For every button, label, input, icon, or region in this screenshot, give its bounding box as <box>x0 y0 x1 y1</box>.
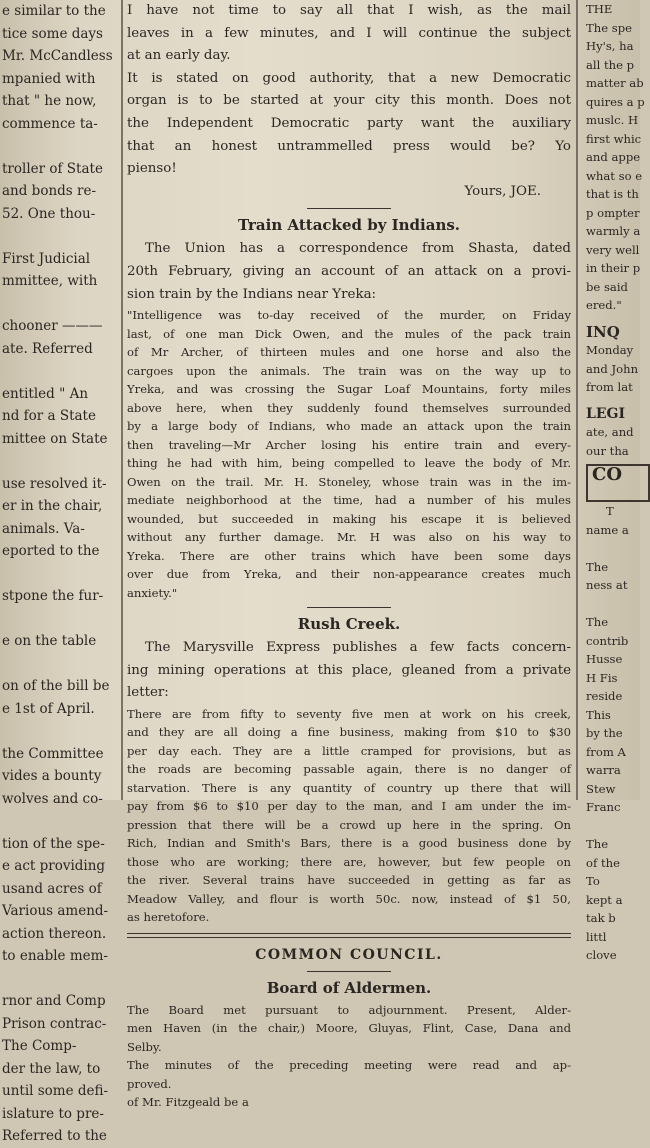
left-text-line: chooner ——— <box>2 318 103 334</box>
left-text-line: tion of the spe- <box>2 835 105 852</box>
section-divider <box>127 933 571 938</box>
right-text-line: Monday <box>586 343 634 357</box>
left-text-line: until some defi- <box>2 1083 109 1099</box>
quote-line: Meadow Valley, and flour is worth 50c. now, instead of $1 50, <box>127 891 571 906</box>
right-text-line: quires a p <box>586 94 645 109</box>
left-text-line: on of the bill be <box>2 678 110 694</box>
middle-column <box>127 0 571 1110</box>
right-heading-legi: LEGI <box>586 405 626 422</box>
section-subheading-board: Board of Aldermen. <box>266 978 432 997</box>
intro-line: at an early day. <box>127 48 231 64</box>
left-text-line: e similar to the <box>2 3 106 19</box>
right-text-line: reside <box>586 689 623 703</box>
left-text-line: Mr. McCandless <box>2 48 113 64</box>
quote-line: the river. Several trains have succeeded in getting as far as <box>127 873 571 888</box>
quote-line: last, of one man Dick Owen, and the mules of the pack train <box>127 326 571 341</box>
right-text-line: Franc <box>586 800 621 814</box>
quote-line: over due from Yreka, and their non-appearance creates much <box>127 567 571 582</box>
right-text-line: This <box>586 707 611 722</box>
left-text-line: eported to the <box>2 543 100 559</box>
intro-line: pienso! <box>127 161 177 177</box>
left-text-line: action thereon. <box>2 925 107 942</box>
intro-line: leaves in a few minutes, and I will continue the subject <box>127 25 571 41</box>
right-text-line: from lat <box>586 380 633 394</box>
left-text-line: tice some days <box>2 25 103 42</box>
right-text-line: and appe <box>586 150 641 164</box>
right-text-line: in their p <box>586 261 641 275</box>
right-heading-inq: INQ <box>586 322 620 341</box>
left-text-line <box>2 563 120 586</box>
right-lower-text <box>586 521 644 965</box>
lead-line: ing mining operations at this place, gleaned from a private <box>127 662 571 678</box>
right-text-line: and John <box>586 361 639 376</box>
quote-line: by a large body of Indians, who made an attack upon the train <box>127 419 571 434</box>
intro-paragraphs <box>127 0 571 181</box>
intro-line: that an honest untrammelled press would be? Yo <box>127 138 571 154</box>
intro-line: It is stated on good authority, that a new Democratic <box>127 70 571 86</box>
left-text-line: The Comp- <box>2 1038 77 1054</box>
section-body <box>127 1001 571 1112</box>
right-text-line: matter ab <box>586 76 644 90</box>
article-quote <box>127 306 571 602</box>
quote-line: "Intelligence was to-day received of the murder, on Friday <box>127 308 571 323</box>
lead-line: 20th February, giving an account of an attack on a provi- <box>127 263 571 279</box>
left-text-line <box>2 968 120 991</box>
council-line-partial: of Mr. Fitzgeald be a <box>127 1095 249 1110</box>
quote-line: pression that there will be a crowd up here in the spring. On <box>127 817 571 832</box>
right-text-line: ness at <box>586 578 628 592</box>
quote-line: Owen on the trail. Mr. H. Stoneley, whose train was in the im- <box>127 474 571 489</box>
left-text-line: that " he now, <box>2 93 97 109</box>
right-text-line: very well <box>586 242 640 257</box>
right-mid-text-2 <box>586 423 644 460</box>
left-text-line: der the law, to <box>2 1060 101 1077</box>
left-text-line: usand acres of <box>2 880 102 897</box>
right-text-line: name a <box>586 522 629 537</box>
quote-line: mediate neighborhood at the time, had a number of his mules <box>127 493 571 508</box>
intro-line: organ is to be started at your city this month. Does not <box>127 93 571 109</box>
right-text-line: warra <box>586 763 621 777</box>
quote-line: pay from $6 to $10 per day to the man, and I am under the im- <box>127 799 571 814</box>
right-text-line <box>586 539 644 558</box>
intro-signature: Yours, JOE. <box>464 183 541 199</box>
intro-line: the Independent Democratic party want the auxiliary <box>127 115 571 131</box>
right-text-line: ered." <box>586 298 622 312</box>
left-text-line <box>2 293 120 316</box>
quote-line: without any further damage. Mr. H was also on his way to <box>127 530 571 545</box>
article-heading-rush-creek: Rush Creek. <box>297 615 401 634</box>
left-text-line <box>2 135 120 158</box>
quote-line: the roads are becoming passable again, there is no danger of <box>127 762 571 777</box>
right-text-line: muslc. H <box>586 113 639 127</box>
right-text-line: p ompter <box>586 205 640 220</box>
right-text-line: kept a <box>586 892 623 907</box>
right-mid-text <box>586 341 644 397</box>
lead-line: letter: <box>127 685 169 701</box>
right-text-line: of the <box>586 855 620 870</box>
left-text-line: Referred to the <box>2 1128 107 1144</box>
right-text-line: The <box>586 837 609 851</box>
left-text-line: rnor and Comp <box>2 993 106 1009</box>
article-lead <box>127 637 571 705</box>
right-section-box <box>586 464 650 502</box>
left-text-line: ate. Referred <box>2 340 93 357</box>
left-text-line: Prison contrac- <box>2 1015 107 1032</box>
lead-line: The Marysville Express publishes a few facts concern- <box>145 640 571 656</box>
right-text-line: The spe <box>586 20 632 35</box>
left-text-line <box>2 360 120 383</box>
left-text-line: er in the chair, <box>2 498 103 514</box>
left-text-line: e act providing <box>2 858 106 874</box>
left-text-line: wolves and co- <box>2 790 103 807</box>
right-text-line <box>586 595 644 614</box>
right-box-sub: T <box>606 504 614 518</box>
left-text-line: and bonds re- <box>2 183 97 199</box>
article-lead <box>127 238 571 306</box>
quote-line: Rich, Indian and Smith's Bars, there is a good business done by <box>127 836 571 851</box>
left-text-line <box>2 810 120 833</box>
right-text-line: warmly a <box>586 224 641 238</box>
quote-line: cargoes upon the animals. The train was on the way up to <box>127 363 571 378</box>
quote-line: and they are all doing a fine business, making from $10 to $30 <box>127 725 571 740</box>
quote-line: wounded, but succeeded in making his escape it is believed <box>127 511 571 526</box>
right-box-heading: CO <box>592 464 623 485</box>
lead-line: The Union has a correspondence from Shasta, dated <box>145 241 571 257</box>
right-column <box>582 0 645 962</box>
left-text-line: Various amend- <box>2 903 109 919</box>
right-text-line: what so e <box>586 168 643 183</box>
left-text-line: vides a bounty <box>2 768 102 784</box>
right-text-line: first whic <box>586 131 642 146</box>
right-text-line: H Fis <box>586 670 618 685</box>
left-text-line: mittee on State <box>2 430 108 447</box>
column-rule-right <box>576 0 578 800</box>
quote-line: anxiety." <box>127 585 178 600</box>
right-text-line: Husse <box>586 652 623 666</box>
left-text-line: entitled " An <box>2 385 89 402</box>
right-text-line: clove <box>586 948 617 962</box>
right-text-line: contrib <box>586 633 629 648</box>
council-line: The minutes of the preceding meeting were read and ap- <box>127 1058 571 1073</box>
right-text-line: THE <box>586 2 613 16</box>
right-top-text <box>586 0 644 315</box>
council-line: Selby. <box>127 1039 162 1054</box>
left-text-line: troller of State <box>2 160 103 177</box>
intro-line: I have not time to say all that I wish, as the mail <box>127 3 571 18</box>
right-text-line: all the p <box>586 57 635 72</box>
left-text-line: First Judicial <box>2 250 91 267</box>
divider <box>307 971 391 972</box>
right-text-line: The <box>586 615 609 629</box>
left-text-line: commence ta- <box>2 115 98 132</box>
left-text-line: animals. Va- <box>2 520 85 537</box>
left-text-line: islature to pre- <box>2 1105 104 1122</box>
right-text-line: littl <box>586 929 607 944</box>
left-text-line <box>2 720 120 743</box>
lead-line: sion train by the Indians near Yreka: <box>127 286 377 302</box>
right-text-line <box>586 817 644 836</box>
quote-line: There are from fifty to seventy five men at work on his creek, <box>127 706 571 721</box>
right-text-line: tak b <box>586 911 616 925</box>
quote-line: as heretofore. <box>127 910 210 925</box>
left-text-line: use resolved it- <box>2 475 107 492</box>
divider <box>307 607 391 608</box>
left-text-line: 52. One thou- <box>2 205 96 222</box>
council-line: proved. <box>127 1076 172 1091</box>
quote-line: above here, when they suddenly found themselves surrounded <box>127 400 571 415</box>
quote-line: then traveling—Mr Archer losing his entire train and every- <box>127 437 571 452</box>
left-text-line <box>2 450 120 473</box>
left-text-line <box>2 225 120 248</box>
right-text-line: Stew <box>586 781 616 796</box>
article-quote <box>127 705 571 927</box>
council-line: men Haven (in the chair,) Moore, Gluyas, Flint, Case, Dana and <box>127 1021 571 1036</box>
left-text-line: nd for a State <box>2 408 96 424</box>
quote-line: thing he had with him, being compelled to leave the body of Mr. <box>127 456 571 471</box>
left-text-line: stpone the fur- <box>2 588 104 604</box>
article-heading-train-attacked: Train Attacked by Indians. <box>237 216 461 235</box>
left-text-line <box>2 608 120 631</box>
left-text-line: mmittee, with <box>2 273 98 289</box>
left-text-line: e on the table <box>2 633 97 649</box>
right-text-line: be said <box>586 279 628 294</box>
section-heading-common-council: COMMON COUNCIL. <box>255 946 443 963</box>
quote-line: Yreka, and was crossing the Sugar Loaf Mountains, forty miles <box>127 382 571 397</box>
left-column <box>0 0 120 1144</box>
right-text-line: by the <box>586 726 623 740</box>
right-text-line: ate, and <box>586 425 634 439</box>
right-text-line: The <box>586 559 609 574</box>
left-text-line: to enable mem- <box>2 948 108 964</box>
left-text-line: e 1st of April. <box>2 700 95 717</box>
right-text-line: To <box>586 874 600 888</box>
column-rule-left <box>121 0 123 800</box>
quote-line: per day each. They are a little cramped for provisions, but as <box>127 743 571 758</box>
divider <box>307 208 391 209</box>
right-text-line: our tha <box>586 443 629 458</box>
quote-line: Yreka. There are other trains which have been some days <box>127 548 571 563</box>
quote-line: starvation. There is any quantity of country up there that will <box>127 780 571 795</box>
right-text-line: Hy's, ha <box>586 39 634 53</box>
quote-line: of Mr Archer, of thirteen mules and one horse and also the <box>127 345 571 360</box>
left-text-line <box>2 653 120 676</box>
left-text-line: the Committee <box>2 745 104 762</box>
quote-line: those who are working; there are, however, but few people on <box>127 854 571 869</box>
right-text-line: that is th <box>586 187 639 201</box>
right-text-line: from A <box>586 744 626 759</box>
left-text-line: mpanied with <box>2 70 96 87</box>
council-line: The Board met pursuant to adjournment. Present, Alder- <box>127 1002 571 1017</box>
